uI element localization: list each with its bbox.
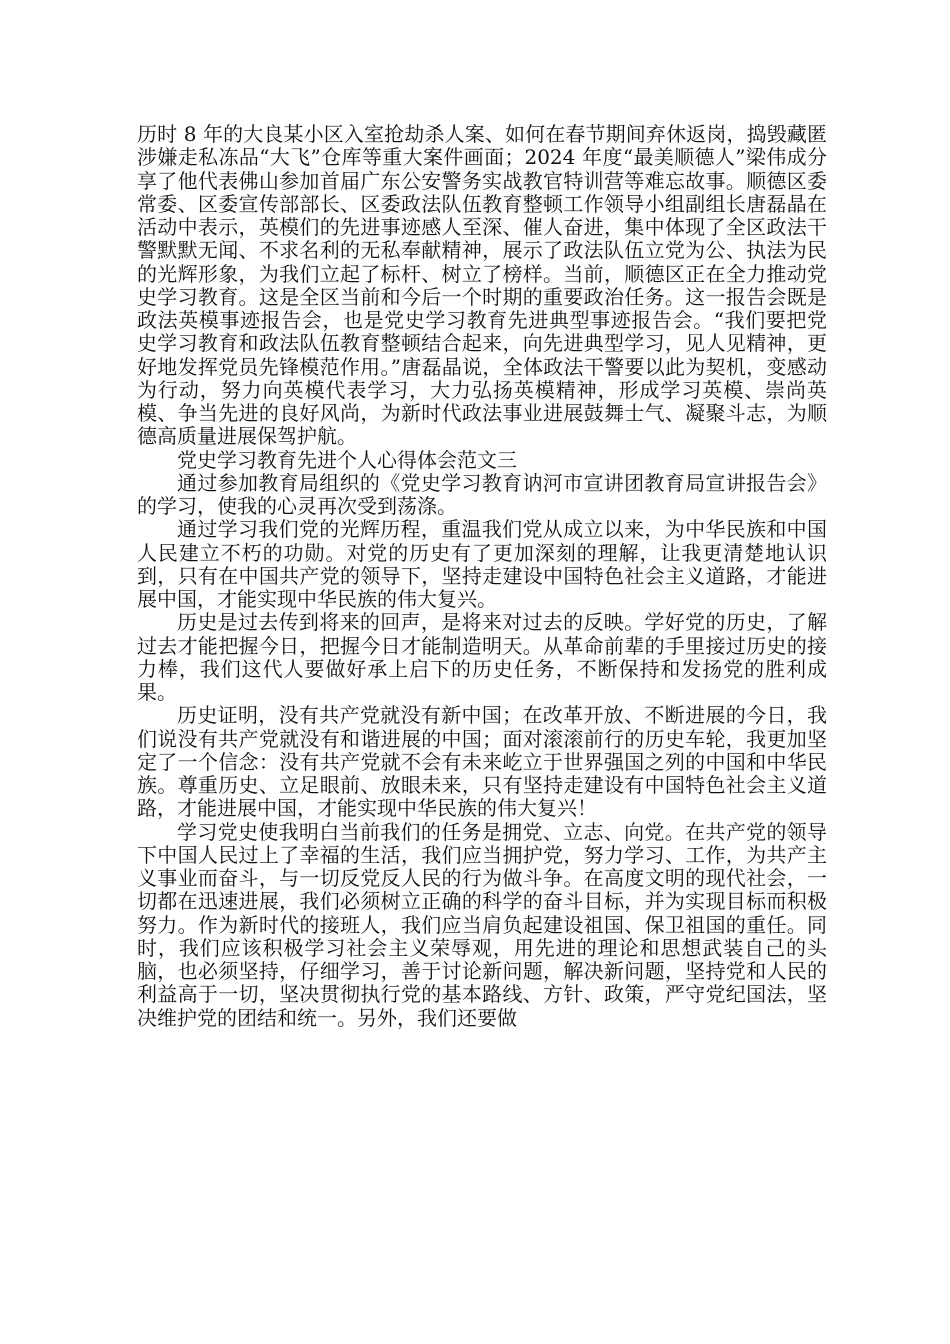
paragraph-continued-report: 历时 8 年的大良某小区入室抢劫杀人案、如何在春节期间弃休返岗，捣毁藏匿涉嫌走私冻品“大飞”仓库等重大案件画面；2024 年度“最美顺德人”梁伟成分享了他代表佛山参加首届广东公安警务实战教官特训营等难忘故事。顺德区委常委、区委宣传部部长、区委政法队伍教育整顿工作领导小组副组长唐磊晶在活动中表示，英模们的先进事迹感人至深、催人奋进，集中体现了全区政法干警默默无闻、不求名利的无私奉献精神，展示了政法队伍立党为公、执法为民的光辉形象，为我们立起了标杆、树立了榜样。当前，顺德区正在全力推动党史学习教育。这是全区当前和今后一个时期的重要政治任务。这一报告会既是政法英模事迹报告会，也是党史学习教育先进典型事迹报告会。“我们要把党史学习教育和政法队伍教育整顿结合起来，向先进典型学习，见人见精神，更好地发挥党员先锋模范作用。”唐磊晶说，全体政法干警要以此为契机，变感动为行动，努力向英模代表学习，大力弘扬英模精神，形成学习英模、崇尚英模、争当先进的良好风尚，为新时代政法事业进展鼓舞士气、凝聚斗志，为顺德高质量进展保驾护航。 (137, 122, 827, 449)
paragraph-history-course: 通过学习我们党的光辉历程，重温我们党从成立以来，为中华民族和中国人民建立不朽的功勋。对党的历史有了更加深刻的理解，让我更清楚地认识到，只有在中国共产党的领导下，坚持走建设中国特色社会主义道路，才能进展中国，才能实现中华民族的伟大复兴。 (137, 517, 827, 611)
document-body (137, 123, 827, 1030)
paragraph-task: 学习党史使我明白当前我们的任务是拥党、立志、向党。在共产党的领导下中国人民过上了幸福的生活，我们应当拥护党，努力学习、工作，为共产主义事业而奋斗，与一切反党反人民的行为做斗争。在高度文明的现代社会，一切都在迅速进展，我们必须树立正确的科学的奋斗目标，并为实现目标而积极努力。作为新时代的接班人，我们应当肩负起建设祖国、保卫祖国的重任。同时，我们应该积极学习社会主义荣辱观，用先进的理论和思想武装自己的头脑，也必须坚持，仔细学习，善于讨论新问题，解决新问题，坚持党和人民的利益高于一切，坚决贯彻执行党的基本路线、方针、政策，严守党纪国法，坚决维护党的团结和统一。另外，我们还要做 (137, 819, 827, 1030)
paragraph-intro: 通过参加教育局组织的《党史学习教育讷河市宣讲团教育局宣讲报告会》的学习，使我的心灵再次受到荡涤。 (137, 470, 827, 518)
paragraph-history-echo: 历史是过去传到将来的回声，是将来对过去的反映。学好党的历史，了解过去才能把握今日，把握今日才能制造明天。从革命前辈的手里接过历史的接力棒，我们这代人要做好承上启下的历史任务，不断保持和发扬党的胜利成果。 (137, 610, 827, 704)
paragraph-history-proof: 历史证明，没有共产党就没有新中国；在改革开放、不断进展的今日，我们说没有共产党就没有和谐进展的中国；面对滚滚前行的历史车轮，我更加坚定了一个信念：没有共产党就不会有未来屹立于世界强国之列的中国和中华民族。尊重历史、立足眼前、放眼未来，只有坚持走建设有中国特色社会主义道路，才能进展中国，才能实现中华民族的伟大复兴！ (137, 703, 827, 821)
section-heading: 党史学习教育先进个人心得体会范文三 (177, 447, 517, 472)
